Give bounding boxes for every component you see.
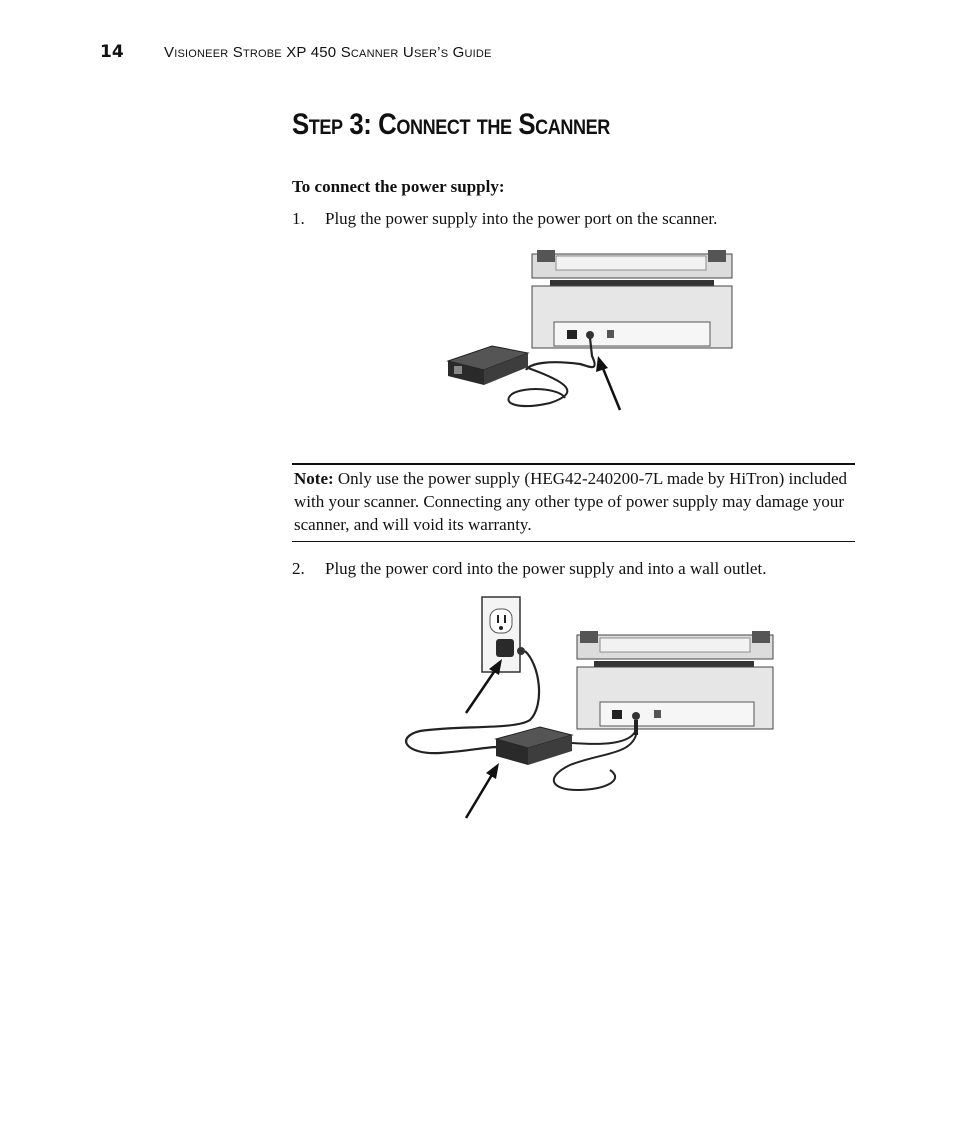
coiled-cord: [508, 368, 567, 406]
scanner-cable: [572, 730, 636, 744]
step-2: [292, 559, 766, 579]
wall-outlet-connection-illustration: [400, 595, 780, 823]
scanner-power-supply-illustration: [440, 248, 740, 418]
power-supply-brick: [448, 346, 528, 385]
wall-outlet: [482, 597, 525, 672]
arrow-icon: [596, 356, 620, 410]
note-text: Only use the power supply (HEG42-240200-7L made by HiTron) included with your scanner. Connecting any other type of power supply may damage your scanner, and will void its warranty.: [294, 469, 848, 534]
step-1-number: 1.: [292, 209, 305, 228]
page-number: 14: [100, 42, 124, 62]
step-2-text: Plug the power cord into the power supply and into a wall outlet.: [325, 559, 767, 578]
scanner-rear-view: [532, 250, 732, 348]
step-1: [292, 209, 717, 229]
note-box: [292, 463, 855, 542]
arrow-icon: [466, 763, 499, 818]
note-label: Note:: [294, 469, 334, 488]
step-2-number: 2.: [292, 559, 305, 578]
step-1-text: Plug the power supply into the power port on the scanner.: [325, 209, 718, 228]
section-subheading: To connect the power supply:: [292, 177, 505, 196]
page-title: Step 3: Connect the Scanner: [292, 108, 610, 141]
running-header: [100, 42, 492, 62]
scanner-rear-view: [577, 631, 773, 729]
power-supply-brick: [496, 727, 572, 765]
running-title: Visioneer Strobe XP 450 Scanner User’s Guide: [164, 44, 492, 61]
